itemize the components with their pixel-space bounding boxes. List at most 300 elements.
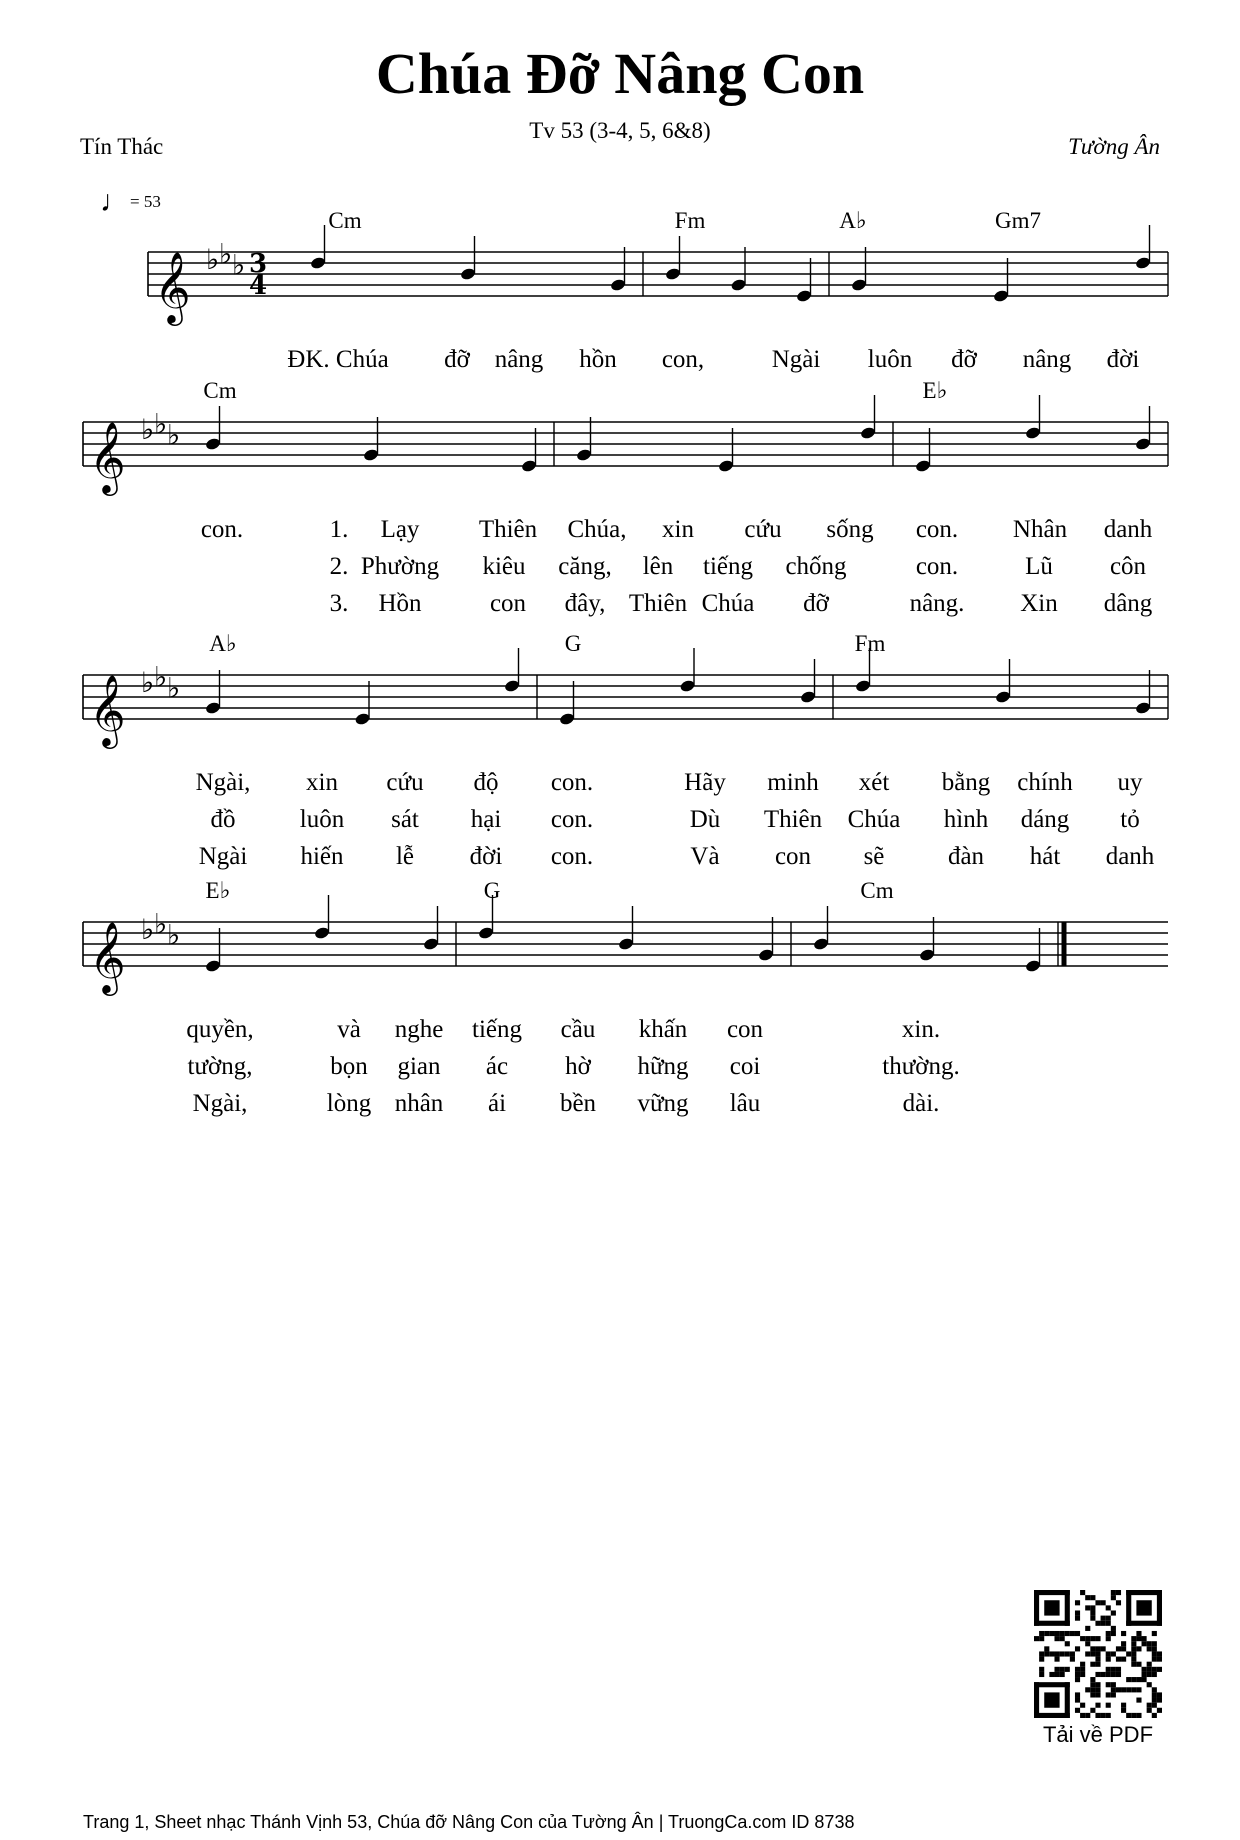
lyric-syllable: cứu bbox=[744, 516, 782, 543]
lyric-syllable: con. bbox=[550, 843, 594, 870]
qr-module bbox=[1060, 1651, 1065, 1656]
qr-module bbox=[1152, 1703, 1157, 1708]
qr-module bbox=[1106, 1703, 1111, 1708]
qr-module bbox=[1101, 1713, 1106, 1718]
lyric-syllable: con bbox=[489, 590, 527, 617]
qr-module bbox=[1060, 1631, 1065, 1636]
lyric-syllable: dáng bbox=[1020, 806, 1070, 833]
lyric-syllable: Thiên bbox=[763, 806, 823, 833]
qr-module bbox=[1090, 1651, 1095, 1656]
lyric-syllable: con. bbox=[915, 553, 959, 580]
qr-module bbox=[1106, 1605, 1111, 1610]
song-genre: Tín Thác bbox=[80, 134, 164, 159]
lyric-syllable: đỡ bbox=[951, 346, 977, 373]
lyric-syllable: Xin bbox=[1020, 590, 1058, 617]
lyric-syllable: ĐK. Chúa bbox=[287, 346, 389, 373]
qr-module bbox=[1111, 1692, 1116, 1697]
lyric-syllable: danh bbox=[1105, 843, 1155, 870]
qr-module bbox=[1152, 1631, 1157, 1636]
qr-module bbox=[1147, 1667, 1152, 1672]
lyric-syllable: vững bbox=[637, 1090, 689, 1117]
lyric-syllable: sát bbox=[391, 806, 419, 833]
qr-module bbox=[1095, 1687, 1100, 1692]
lyric-syllable: bền bbox=[559, 1090, 597, 1117]
lyric-syllable: con, bbox=[661, 346, 705, 373]
flat-icon: ♭ bbox=[154, 907, 168, 941]
lyric-syllable: bọn bbox=[330, 1053, 368, 1080]
qr-module bbox=[1080, 1672, 1085, 1677]
lyric-syllable: Ngài, bbox=[192, 1090, 248, 1117]
qr-module bbox=[1131, 1651, 1136, 1656]
qr-module bbox=[1090, 1662, 1095, 1667]
qr-module bbox=[1157, 1692, 1162, 1697]
qr-module bbox=[1131, 1662, 1136, 1667]
qr-module bbox=[1126, 1590, 1162, 1595]
lyric-syllable: xét bbox=[858, 769, 890, 796]
treble-clef-icon: 𝄞 bbox=[89, 920, 126, 993]
qr-module bbox=[1090, 1682, 1095, 1687]
qr-module bbox=[1065, 1667, 1070, 1672]
lyric-syllable: hững bbox=[637, 1053, 689, 1080]
qr-module bbox=[1106, 1631, 1111, 1636]
lyric-syllable: gian bbox=[397, 1053, 441, 1080]
qr-module bbox=[1116, 1687, 1121, 1692]
qr-module bbox=[1136, 1600, 1151, 1615]
qr-module bbox=[1136, 1687, 1141, 1692]
qr-module bbox=[1142, 1677, 1147, 1682]
lyric-syllable: Lũ bbox=[1025, 553, 1053, 580]
qr-module bbox=[1136, 1636, 1141, 1641]
qr-module bbox=[1126, 1621, 1162, 1626]
lyric-syllable: Hồn bbox=[378, 590, 422, 617]
lyric-syllable: thường. bbox=[882, 1053, 960, 1080]
lyric-syllable: dâng bbox=[1103, 590, 1153, 617]
lyric-syllable: 1. bbox=[329, 516, 349, 543]
lyric-syllable: con. bbox=[200, 516, 244, 543]
qr-module bbox=[1136, 1631, 1141, 1636]
lyric-syllable: Thiên bbox=[628, 590, 688, 617]
qr-module bbox=[1147, 1682, 1152, 1687]
qr-module bbox=[1054, 1657, 1059, 1662]
lyric-syllable: chính bbox=[1017, 769, 1073, 796]
qr-module bbox=[1111, 1651, 1116, 1656]
qr-module bbox=[1085, 1636, 1090, 1641]
qr-module bbox=[1085, 1605, 1090, 1610]
lyric-syllable: đỡ bbox=[444, 346, 470, 373]
qr-module bbox=[1136, 1713, 1141, 1718]
lyric-syllable: tường, bbox=[187, 1053, 253, 1080]
qr-module bbox=[1121, 1687, 1126, 1692]
qr-module bbox=[1080, 1713, 1085, 1718]
qr-module bbox=[1090, 1687, 1095, 1692]
qr-module bbox=[1152, 1687, 1157, 1692]
qr-module bbox=[1147, 1646, 1152, 1651]
treble-clef-icon: 𝄞 bbox=[154, 250, 191, 323]
qr-module bbox=[1085, 1595, 1090, 1600]
lyric-syllable: nghe bbox=[394, 1016, 444, 1043]
time-signature-bottom: 4 bbox=[248, 271, 268, 301]
flat-icon: ♭ bbox=[167, 918, 181, 952]
staff-system bbox=[83, 395, 1168, 496]
qr-module bbox=[1131, 1687, 1136, 1692]
lyric-syllable: minh bbox=[767, 769, 819, 796]
lyric-syllable: Chúa bbox=[701, 590, 755, 617]
qr-module bbox=[1101, 1600, 1106, 1605]
qr-module bbox=[1075, 1677, 1080, 1682]
lyric-syllable: hờ bbox=[565, 1053, 591, 1080]
lyric-syllable: con bbox=[726, 1016, 764, 1043]
qr-module bbox=[1106, 1692, 1111, 1697]
lyric-syllable: con. bbox=[550, 806, 594, 833]
qr-module bbox=[1121, 1641, 1126, 1646]
qr-module bbox=[1090, 1636, 1095, 1641]
qr-module bbox=[1065, 1641, 1070, 1646]
qr-module bbox=[1090, 1610, 1095, 1615]
lyric-syllable: đời bbox=[469, 843, 503, 870]
qr-module bbox=[1044, 1692, 1059, 1707]
qr-module bbox=[1157, 1708, 1162, 1713]
qr-module bbox=[1121, 1646, 1126, 1651]
qr-module bbox=[1126, 1590, 1131, 1626]
qr-module bbox=[1039, 1672, 1044, 1677]
qr-module bbox=[1142, 1672, 1147, 1677]
qr-module bbox=[1136, 1646, 1141, 1651]
qr-module bbox=[1044, 1646, 1049, 1651]
qr-module bbox=[1090, 1595, 1095, 1600]
qr-module bbox=[1034, 1590, 1070, 1595]
lyric-syllable: kiêu bbox=[482, 553, 526, 580]
flat-icon: ♭ bbox=[141, 413, 155, 446]
qr-module bbox=[1085, 1713, 1090, 1718]
qr-module bbox=[1111, 1610, 1116, 1615]
lyric-syllable: xin bbox=[662, 516, 694, 543]
qr-module bbox=[1039, 1657, 1044, 1662]
qr-module bbox=[1080, 1590, 1085, 1595]
qr-module bbox=[1106, 1713, 1111, 1718]
time-signature-top: 3 bbox=[248, 249, 268, 279]
qr-module bbox=[1142, 1667, 1147, 1672]
qr-module bbox=[1101, 1646, 1106, 1651]
lyric-syllable: 2. bbox=[329, 553, 349, 580]
qr-module bbox=[1157, 1657, 1162, 1662]
qr-module bbox=[1106, 1651, 1111, 1656]
lyric-syllable: lên bbox=[642, 553, 674, 580]
qr-module bbox=[1049, 1672, 1054, 1677]
chord-symbol: E♭ bbox=[922, 378, 948, 403]
qr-module bbox=[1034, 1682, 1070, 1687]
flat-icon: ♭ bbox=[219, 237, 233, 271]
qr-module bbox=[1147, 1703, 1152, 1708]
lyric-syllable: đồ bbox=[210, 806, 236, 833]
lyric-syllable: đàn bbox=[947, 843, 985, 870]
flat-icon: ♭ bbox=[232, 248, 246, 282]
qr-module bbox=[1106, 1672, 1111, 1677]
lyric-syllable: đỡ bbox=[803, 590, 829, 617]
lyric-syllable: luôn bbox=[867, 346, 913, 373]
qr-module bbox=[1106, 1621, 1111, 1626]
qr-module bbox=[1054, 1636, 1059, 1641]
qr-module bbox=[1152, 1657, 1157, 1662]
flat-icon: ♭ bbox=[167, 418, 181, 452]
qr-module bbox=[1095, 1662, 1100, 1667]
qr-module bbox=[1095, 1651, 1100, 1656]
qr-module bbox=[1095, 1657, 1100, 1662]
lyric-syllable: Dù bbox=[689, 806, 721, 833]
lyric-syllable: Chúa bbox=[847, 806, 901, 833]
qr-module bbox=[1152, 1713, 1157, 1718]
lyric-syllable: xin. bbox=[901, 1016, 941, 1043]
flat-icon: ♭ bbox=[154, 660, 168, 694]
lyric-syllable: và bbox=[337, 1016, 361, 1043]
qr-module bbox=[1126, 1687, 1131, 1692]
lyric-syllable: sống bbox=[826, 516, 874, 543]
lyric-syllable: Ngài bbox=[198, 843, 248, 870]
lyric-syllable: tiếng bbox=[703, 553, 753, 580]
lyric-syllable: Hãy bbox=[684, 769, 726, 796]
qr-module bbox=[1111, 1590, 1116, 1595]
lyric-syllable: chống bbox=[785, 553, 847, 580]
qr-module bbox=[1152, 1698, 1157, 1703]
qr-module bbox=[1044, 1651, 1049, 1656]
qr-module bbox=[1131, 1713, 1136, 1718]
qr-module bbox=[1095, 1636, 1100, 1641]
qr-module bbox=[1044, 1631, 1049, 1636]
song-subtitle: Tv 53 (3-4, 5, 6&8) bbox=[529, 118, 711, 143]
chord-symbol: Cm bbox=[328, 208, 362, 233]
qr-module bbox=[1095, 1646, 1100, 1651]
lyric-syllable: tỏ bbox=[1120, 806, 1140, 833]
qr-module bbox=[1075, 1600, 1080, 1605]
lyric-syllable: hát bbox=[1029, 843, 1061, 870]
chord-symbol: E♭ bbox=[205, 878, 231, 903]
qr-module bbox=[1075, 1646, 1080, 1651]
lyric-syllable: luôn bbox=[299, 806, 345, 833]
qr-module bbox=[1111, 1626, 1116, 1631]
qr-module bbox=[1090, 1616, 1095, 1621]
qr-module bbox=[1080, 1636, 1085, 1641]
qr-module bbox=[1075, 1631, 1080, 1636]
qr-module bbox=[1152, 1692, 1157, 1697]
qr-module bbox=[1095, 1621, 1100, 1626]
lyric-syllable: dài. bbox=[902, 1090, 940, 1117]
flat-icon: ♭ bbox=[141, 913, 155, 946]
staff-system bbox=[148, 225, 1168, 326]
qr-module bbox=[1090, 1646, 1095, 1651]
qr-module bbox=[1116, 1590, 1121, 1595]
qr-module bbox=[1126, 1713, 1131, 1718]
qr-module bbox=[1065, 1651, 1070, 1656]
qr-module bbox=[1075, 1698, 1080, 1703]
qr-module bbox=[1070, 1631, 1075, 1636]
qr-module bbox=[1039, 1631, 1044, 1636]
lyric-syllable: uy bbox=[1117, 769, 1143, 796]
lyric-syllable: Và bbox=[690, 843, 720, 870]
qr-module bbox=[1106, 1657, 1111, 1662]
lyric-syllable: hồn bbox=[579, 346, 617, 373]
lyric-syllable: Ngài, bbox=[195, 769, 251, 796]
flat-icon: ♭ bbox=[167, 671, 181, 705]
qr-module bbox=[1106, 1616, 1111, 1621]
qr-module bbox=[1111, 1687, 1116, 1692]
lyric-syllable: Nhân bbox=[1012, 516, 1068, 543]
lyric-syllable: khấn bbox=[638, 1016, 688, 1043]
quarter-note-icon: ♩ bbox=[100, 185, 130, 218]
qr-module bbox=[1126, 1651, 1131, 1656]
chord-symbol: G bbox=[564, 631, 582, 656]
qr-module bbox=[1090, 1677, 1095, 1682]
qr-module bbox=[1065, 1631, 1070, 1636]
qr-module bbox=[1075, 1708, 1080, 1713]
lyric-syllable: tiếng bbox=[472, 1016, 522, 1043]
qr-module bbox=[1106, 1636, 1111, 1641]
qr-module bbox=[1054, 1631, 1059, 1636]
qr-module bbox=[1080, 1667, 1085, 1672]
qr-module bbox=[1060, 1667, 1065, 1672]
lyric-syllable: con bbox=[774, 843, 812, 870]
qr-module bbox=[1116, 1667, 1121, 1672]
lyric-syllable: Ngài bbox=[771, 346, 821, 373]
qr-module bbox=[1157, 1698, 1162, 1703]
chord-symbol: Cm bbox=[203, 378, 237, 403]
lyric-syllable: côn bbox=[1109, 553, 1147, 580]
qr-module bbox=[1152, 1672, 1157, 1677]
lyric-syllable: bằng bbox=[941, 769, 991, 796]
qr-module bbox=[1101, 1672, 1106, 1677]
qr-module bbox=[1095, 1692, 1100, 1697]
lyric-syllable: lâu bbox=[729, 1090, 761, 1117]
staff-system bbox=[83, 648, 1168, 749]
qr-module bbox=[1044, 1600, 1059, 1615]
lyric-syllable: nhân bbox=[394, 1090, 444, 1117]
qr-module bbox=[1070, 1651, 1075, 1656]
lyric-syllable: Thiên bbox=[478, 516, 538, 543]
qr-module bbox=[1085, 1687, 1090, 1692]
lyric-syllable: đây, bbox=[564, 590, 606, 617]
lyric-syllable: Lạy bbox=[380, 516, 420, 543]
qr-module bbox=[1136, 1677, 1141, 1682]
lyric-syllable: ác bbox=[485, 1053, 509, 1080]
qr-module bbox=[1111, 1595, 1116, 1600]
lyric-syllable: căng, bbox=[558, 553, 612, 580]
chord-symbol: G bbox=[483, 878, 501, 903]
qr-module bbox=[1039, 1636, 1044, 1641]
qr-module bbox=[1152, 1646, 1157, 1651]
qr-module bbox=[1054, 1651, 1059, 1656]
qr-module bbox=[1060, 1672, 1065, 1677]
qr-module bbox=[1075, 1616, 1080, 1621]
qr-module bbox=[1075, 1692, 1080, 1697]
qr-module bbox=[1049, 1631, 1054, 1636]
lyric-syllable: quyền, bbox=[186, 1016, 254, 1043]
qr-module bbox=[1152, 1667, 1157, 1672]
qr-module bbox=[1095, 1682, 1100, 1687]
qr-module bbox=[1085, 1626, 1090, 1631]
qr-module bbox=[1049, 1651, 1054, 1656]
qr-module bbox=[1126, 1677, 1131, 1682]
qr-module bbox=[1121, 1703, 1126, 1708]
chord-symbol: Fm bbox=[674, 208, 706, 233]
qr-module bbox=[1080, 1703, 1085, 1708]
lyric-syllable: danh bbox=[1103, 516, 1153, 543]
qr-module bbox=[1034, 1621, 1070, 1626]
qr-module bbox=[1116, 1657, 1121, 1662]
qr-module bbox=[1106, 1667, 1111, 1672]
lyric-syllable: độ bbox=[473, 769, 499, 796]
qr-module bbox=[1121, 1708, 1126, 1713]
flat-icon: ♭ bbox=[141, 666, 155, 699]
lyric-syllable: hại bbox=[470, 806, 502, 833]
lyric-syllable: Chúa, bbox=[567, 516, 627, 543]
qr-module bbox=[1075, 1672, 1080, 1677]
lyric-syllable: hình bbox=[943, 806, 989, 833]
chord-symbol: Gm7 bbox=[995, 208, 1041, 233]
qr-module bbox=[1101, 1621, 1106, 1626]
qr-module bbox=[1065, 1682, 1070, 1718]
qr-module bbox=[1152, 1651, 1157, 1656]
qr-module bbox=[1070, 1657, 1075, 1662]
qr-module bbox=[1034, 1682, 1039, 1718]
qr-module bbox=[1131, 1646, 1136, 1651]
song-composer: Tường Ân bbox=[1068, 134, 1160, 159]
lyric-syllable: Phường bbox=[360, 553, 440, 580]
qr-module bbox=[1080, 1662, 1085, 1667]
qr-module bbox=[1157, 1667, 1162, 1672]
qr-module bbox=[1106, 1682, 1111, 1687]
qr-module bbox=[1111, 1682, 1116, 1687]
qr-module bbox=[1095, 1600, 1100, 1605]
qr-module bbox=[1157, 1590, 1162, 1626]
qr-module bbox=[1095, 1713, 1100, 1718]
lyric-syllable: sẽ bbox=[863, 843, 885, 870]
qr-module bbox=[1054, 1667, 1059, 1672]
qr-module bbox=[1111, 1672, 1116, 1677]
lyric-syllable: nâng bbox=[494, 346, 544, 373]
lyric-syllable: hiến bbox=[300, 843, 344, 870]
qr-module bbox=[1131, 1657, 1136, 1662]
qr-code-icon[interactable] bbox=[1034, 1590, 1162, 1718]
qr-module bbox=[1111, 1667, 1116, 1672]
qr-module bbox=[1152, 1641, 1157, 1646]
qr-module bbox=[1136, 1662, 1141, 1667]
chord-symbol: A♭ bbox=[209, 631, 237, 656]
chord-symbol: A♭ bbox=[839, 208, 867, 233]
song-title: Chúa Đỡ Nâng Con bbox=[375, 41, 865, 106]
download-pdf-link[interactable]: Tải về PDF bbox=[1042, 1722, 1154, 1747]
qr-module bbox=[1075, 1667, 1080, 1672]
lyric-syllable: con. bbox=[915, 516, 959, 543]
tempo-value: = 53 bbox=[130, 192, 161, 211]
qr-module bbox=[1131, 1641, 1136, 1646]
lyric-syllable: nâng bbox=[1022, 346, 1072, 373]
qr-module bbox=[1111, 1631, 1116, 1636]
qr-module bbox=[1090, 1692, 1095, 1697]
qr-module bbox=[1116, 1646, 1121, 1651]
lyric-syllable: cứu bbox=[386, 769, 424, 796]
qr-module bbox=[1131, 1636, 1136, 1641]
qr-module bbox=[1095, 1672, 1100, 1677]
qr-module bbox=[1116, 1672, 1121, 1677]
qr-module bbox=[1147, 1708, 1152, 1713]
qr-module bbox=[1147, 1662, 1152, 1667]
qr-module bbox=[1034, 1636, 1039, 1641]
lyric-syllable: coi bbox=[729, 1053, 761, 1080]
qr-module bbox=[1054, 1672, 1059, 1677]
flat-icon: ♭ bbox=[154, 407, 168, 441]
staff-system bbox=[83, 895, 1168, 996]
chord-symbol: Fm bbox=[854, 631, 886, 656]
treble-clef-icon: 𝄞 bbox=[89, 420, 126, 493]
lyric-syllable: lễ bbox=[395, 843, 415, 870]
